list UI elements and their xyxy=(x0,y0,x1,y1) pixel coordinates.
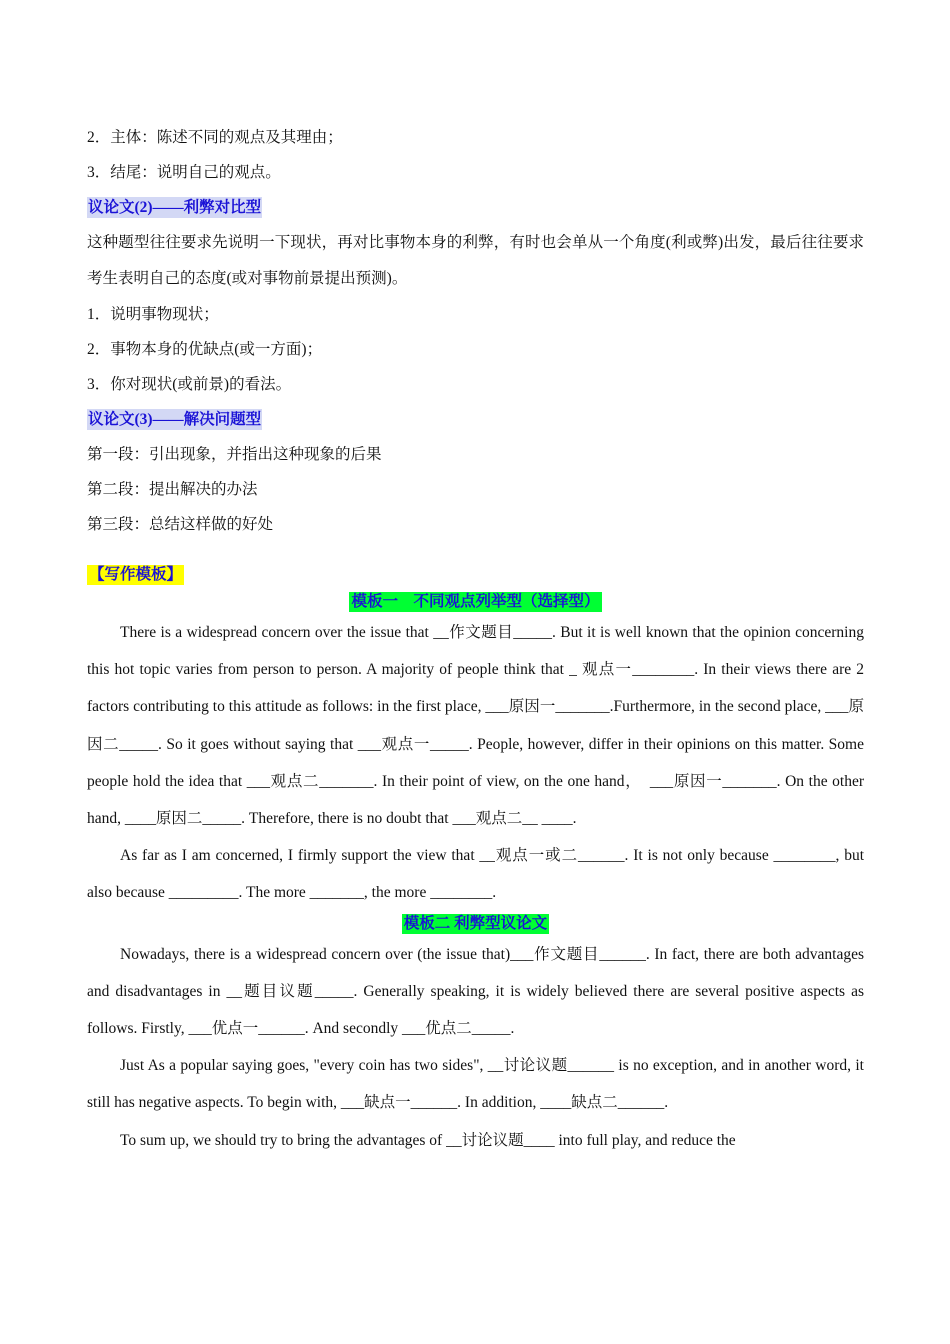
template-title: 模板一 不同观点列举型（选择型） xyxy=(351,593,600,610)
template-title-row xyxy=(87,912,864,936)
section-intro: 这种题型往往要求先说明一下现状，再对比事物本身的利弊，有时也会单从一个角度(利或弊)出发，最后往往要求考生表明自己的态度(或对事物前景提出预测)。 xyxy=(87,234,864,287)
list-item: 第二段：提出解决的办法 xyxy=(87,481,258,498)
template-paragraph: To sum up, we should try to bring the advantages of __讨论议题____ into full play, and reduce the xyxy=(120,1131,736,1149)
template-paragraph: As far as I am concerned, I firmly support the view that __观点一或二______. It is not only because ________, but also because _________. The more _______, the more ________. xyxy=(87,847,864,902)
list-item: 第一段：引出现象，并指出这种现象的后果 xyxy=(87,446,382,463)
list-item: 3．你对现状(或前景)的看法。 xyxy=(87,376,292,393)
template-paragraph: Just As a popular saying goes, "every coin has two sides", __讨论议题______ is no exception, and in another word, it still has negative aspects. To begin with, ___缺点一______. In addition, ____缺点二______. xyxy=(87,1057,864,1112)
section-heading: 议论文(2)——利弊对比型 xyxy=(88,199,262,216)
section-heading-row xyxy=(87,190,864,225)
list-item: 1．说明事物现状； xyxy=(87,306,219,323)
template-title: 模板二 利弊型议论文 xyxy=(403,914,548,932)
list-item: 3．结尾：说明自己的观点。 xyxy=(87,164,281,181)
section-heading: 议论文(3)——解决问题型 xyxy=(88,411,262,428)
document-page xyxy=(87,120,864,1159)
templates-label-row xyxy=(87,560,864,590)
spacer xyxy=(87,542,864,560)
list-item: 2．主体：陈述不同的观点及其理由； xyxy=(87,129,343,146)
template-title-row xyxy=(87,590,864,614)
template-paragraph: There is a widespread concern over the issue that __作文题目_____. But it is well known that the opinion concerning this hot topic varies from person to person. A majority of people think that _ 观点一________. In their views there are 2 factors contributing to this attitude as follows: in the first place, ___原因一_______.Furthermore, in the second place, ___原因二_____. So it goes without saying that ___观点一_____. People, however, differ in their opinions on this matter. Some people hold the idea that ___观点二_______. In their point of view, on the one hand， ___原因一_______. On the other hand, ____原因二_____. Therefore, there is no doubt that ___观点二__ ____. xyxy=(87,624,864,828)
template-paragraph: Nowadays, there is a widespread concern over (the issue that)___作文题目______. In fact, there are both advantages and disadvantages in __题目议题_____. Generally speaking, it is widely believed there are several positive aspects as follows. Firstly, ___优点一______. And secondly ___优点二_____. xyxy=(87,945,864,1038)
templates-label: 【写作模板】 xyxy=(89,566,183,583)
list-item: 第三段：总结这样做的好处 xyxy=(87,516,274,533)
section-heading-row xyxy=(87,402,864,437)
list-item: 2．事物本身的优缺点(或一方面)； xyxy=(87,341,323,358)
